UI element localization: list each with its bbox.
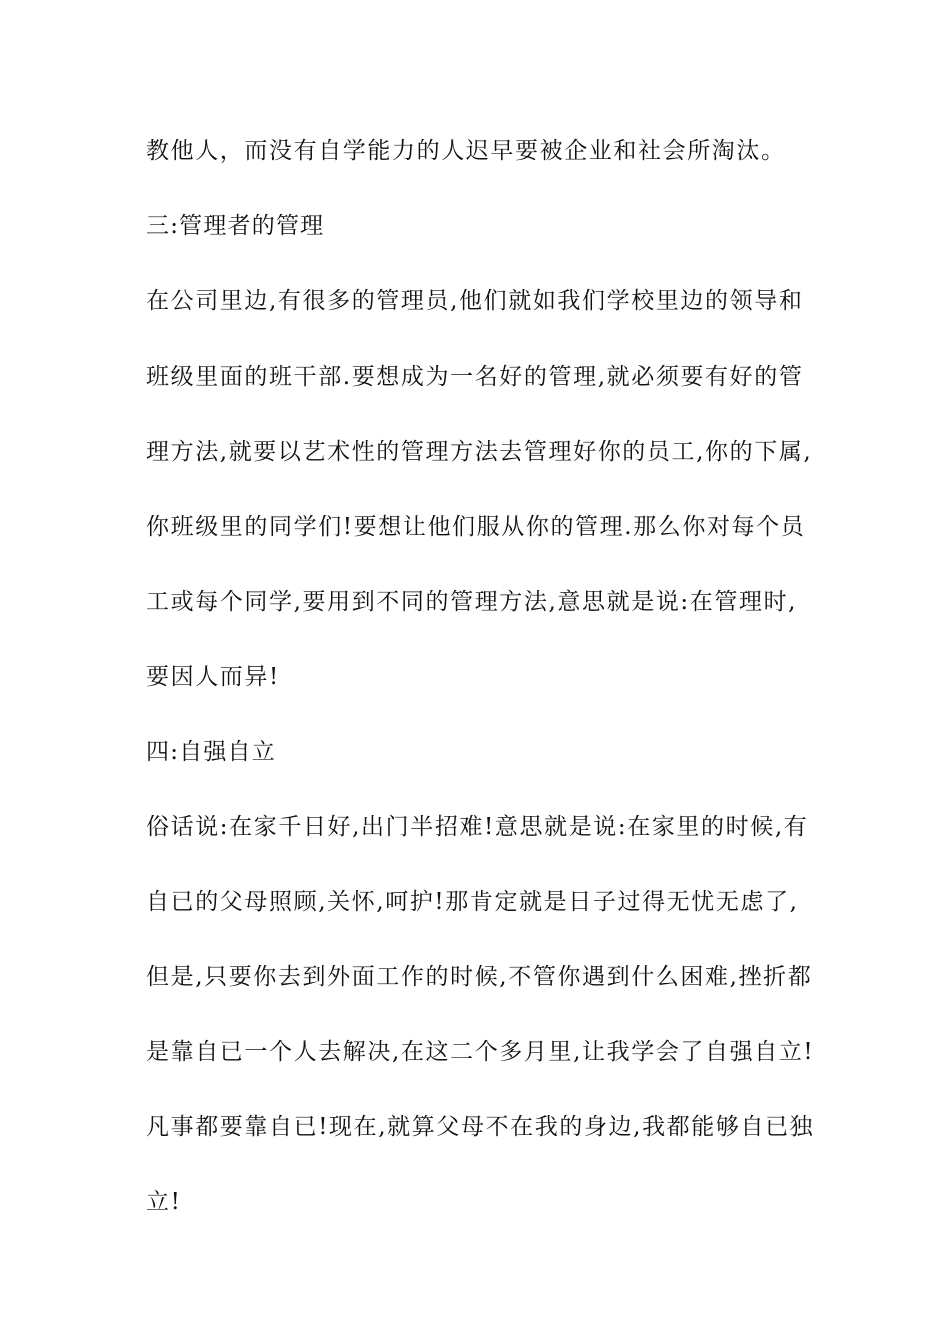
paragraph-line: 班级里面的班干部.要想成为一名好的管理,就必须要有好的管 (146, 364, 804, 390)
section-heading-4: 四:自强自立 (146, 739, 276, 765)
section-heading-3: 三:管理者的管理 (146, 213, 325, 239)
paragraph-line: 理方法,就要以艺术性的管理方法去管理好你的员工,你的下属, (146, 439, 813, 465)
paragraph-line: 凡事都要靠自已!现在,就算父母不在我的身边,我都能够自已独 (146, 1114, 815, 1140)
paragraph-line: 在公司里边,有很多的管理员,他们就如我们学校里边的领导和 (146, 288, 804, 314)
paragraph-line: 教他人，而没有自学能力的人迟早要被企业和社会所淘汰。 (146, 138, 786, 164)
paragraph-line: 立! (146, 1189, 182, 1215)
paragraph-line: 但是,只要你去到外面工作的时候,不管你遇到什么困难,挫折都 (146, 964, 813, 990)
paragraph-line: 工或每个同学,要用到不同的管理方法,意思就是说:在管理时, (146, 589, 798, 615)
paragraph-line: 俗话说:在家千日好,出门半招难!意思就是说:在家里的时候,有 (146, 814, 809, 840)
paragraph-line: 要因人而异! (146, 664, 280, 690)
paragraph-line: 自已的父母照顾,关怀,呵护!那肯定就是日子过得无忧无虑了, (146, 889, 799, 915)
paragraph-line: 你班级里的同学们!要想让他们服从你的管理.那么你对每个员 (146, 514, 806, 540)
paragraph-line: 是靠自已一个人去解决,在这二个多月里,让我学会了自强自立! (146, 1039, 815, 1065)
